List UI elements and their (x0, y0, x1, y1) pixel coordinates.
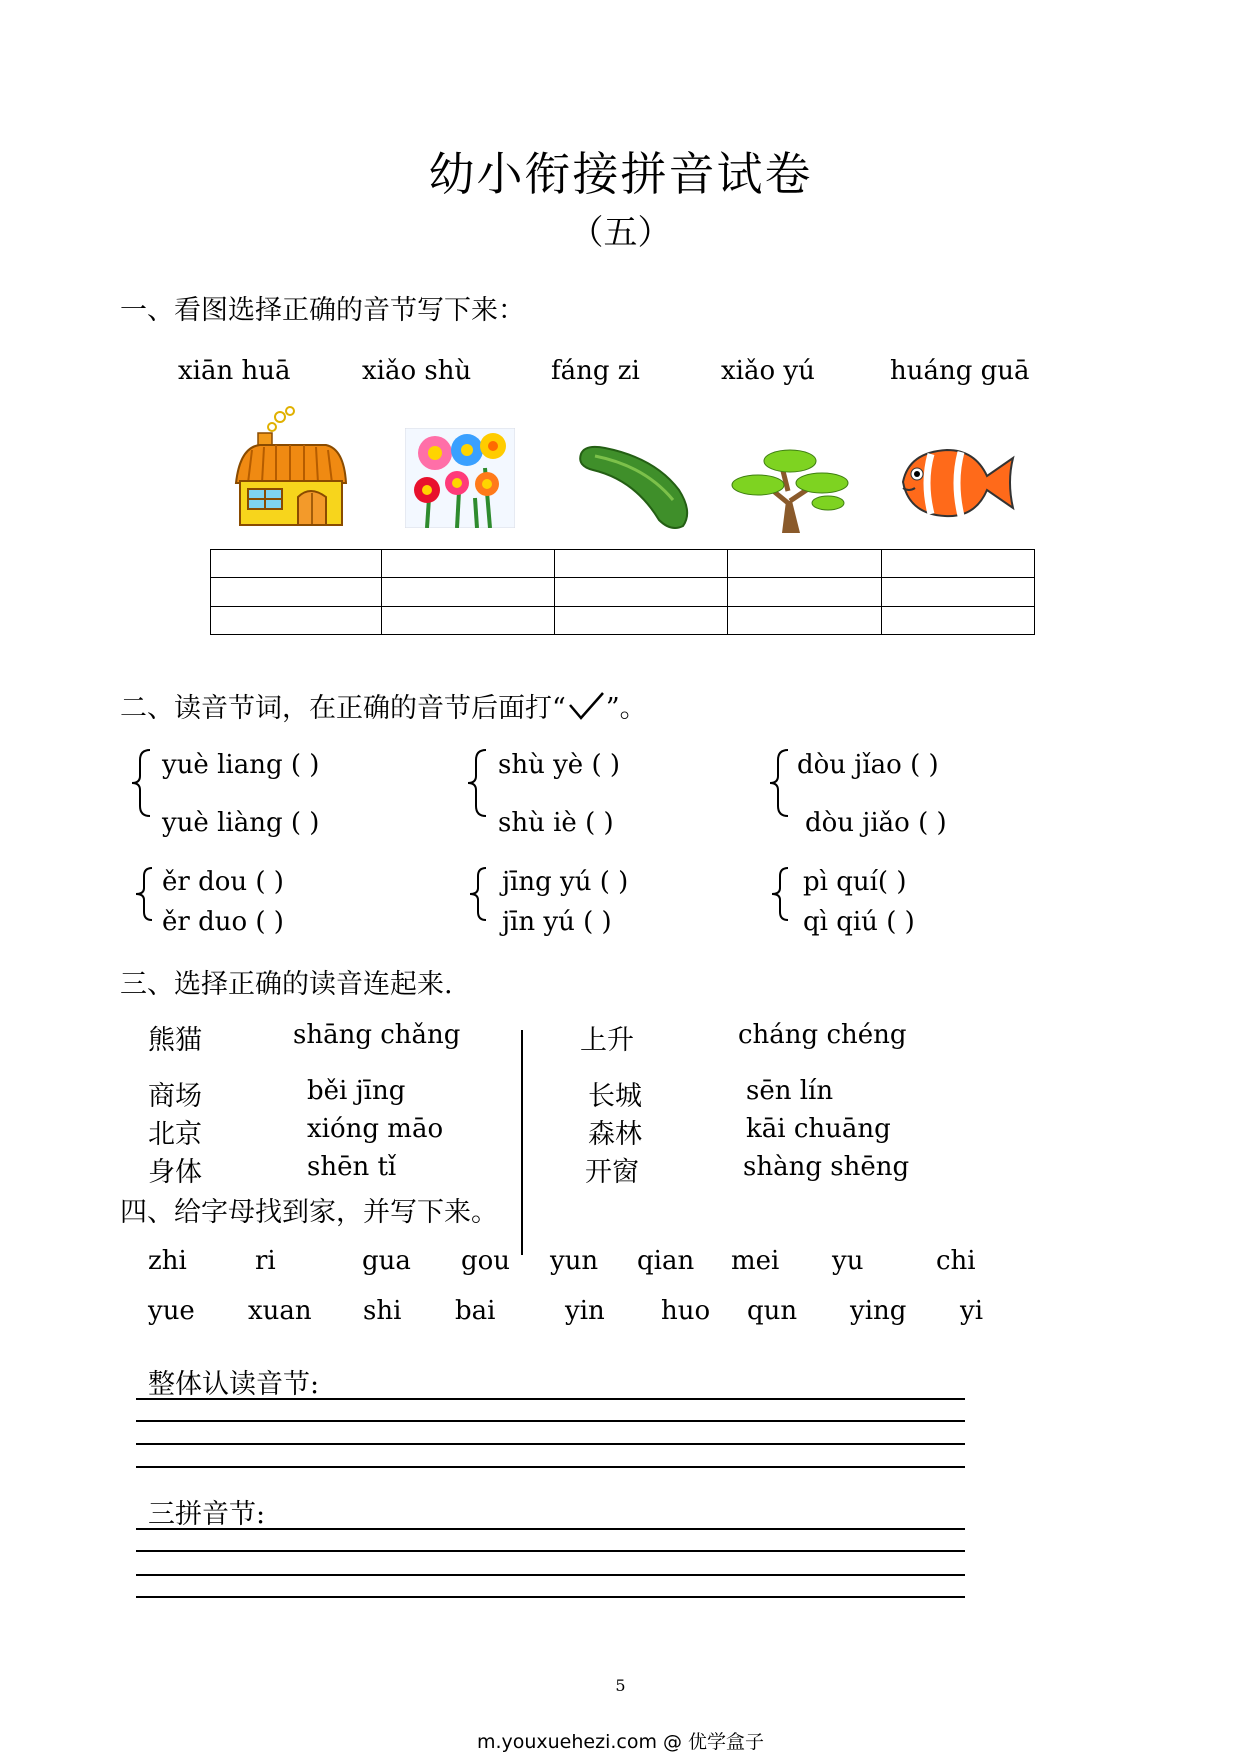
pinyin-option: xiǎo shù (362, 356, 472, 386)
page-subtitle: （五） (569, 213, 672, 253)
syllable-option: qì qiú ( ) (803, 907, 915, 937)
syllable-option: pì quí( ) (803, 867, 907, 897)
section2-heading: 二、读音节词，在正确的音节后面打“ ”。 (120, 693, 647, 724)
syllable-option: yuè liang ( ) (162, 750, 320, 780)
answer-cell[interactable] (728, 606, 882, 634)
answer-cell[interactable] (728, 578, 882, 606)
pinyin-choice: xióng māo (307, 1114, 444, 1144)
brace-icon (768, 748, 792, 818)
pinyin-choice: cháng chéng (738, 1020, 907, 1050)
syllable-item: xuan (248, 1296, 312, 1326)
syllable-option: ěr duo ( ) (162, 907, 284, 937)
pinyin-choice: shāng chǎng (293, 1020, 461, 1050)
writing-line[interactable] (136, 1550, 965, 1552)
chinese-word: 森林 (588, 1119, 642, 1150)
syllable-item: yu (832, 1246, 864, 1276)
syllable-item: gua (362, 1246, 411, 1276)
syllable-item: qun (747, 1296, 798, 1326)
writing-line[interactable] (136, 1443, 965, 1445)
chinese-word: 上升 (580, 1025, 634, 1056)
writing-line[interactable] (136, 1528, 965, 1530)
syllable-option: shù yè ( ) (498, 750, 620, 780)
section3-heading: 三、选择正确的读音连起来. (120, 969, 453, 1000)
brace-icon (130, 748, 154, 818)
answer-cell[interactable] (728, 550, 882, 578)
answer-cell[interactable] (382, 550, 555, 578)
flowers-picture (405, 428, 515, 528)
answer-cell[interactable] (555, 578, 728, 606)
syllable-item: chi (936, 1246, 976, 1276)
syllable-item: zhi (148, 1246, 187, 1276)
answer-cell[interactable] (555, 606, 728, 634)
writing-line[interactable] (136, 1466, 965, 1468)
brace-icon (468, 866, 490, 922)
writing-line[interactable] (136, 1420, 965, 1422)
house-picture (230, 405, 350, 530)
syllable-option: dòu jǐao ( ) (797, 750, 939, 780)
answer-cell[interactable] (882, 606, 1035, 634)
answer-cell[interactable] (211, 550, 382, 578)
syllable-item: huo (661, 1296, 711, 1326)
section1-heading: 一、看图选择正确的音节写下来： (120, 295, 525, 326)
pinyin-choice: sēn lín (746, 1076, 834, 1106)
chinese-word: 熊猫 (148, 1025, 202, 1056)
chinese-word: 身体 (148, 1157, 202, 1188)
writing-line[interactable] (136, 1596, 965, 1598)
checkmark-icon (566, 691, 606, 721)
fish-picture (895, 430, 1020, 535)
answer-cell[interactable] (382, 578, 555, 606)
syllable-item: bai (455, 1296, 496, 1326)
syllable-option: yuè liàng ( ) (162, 808, 320, 838)
syllable-item: mei (731, 1246, 780, 1276)
syllable-item: yun (550, 1246, 599, 1276)
syllable-item: yi (960, 1296, 984, 1326)
footer-watermark: m.youxuehezi.com @ 优学盒子 (476, 1731, 765, 1753)
writing-line[interactable] (136, 1398, 965, 1400)
pinyin-option: huáng guā (890, 356, 1030, 386)
pinyin-option: xiǎo yú (721, 356, 815, 386)
section4-heading: 四、给字母找到家，并写下来。 (120, 1197, 498, 1228)
brace-icon (134, 866, 156, 922)
pinyin-choice: shàng shēng (743, 1152, 910, 1182)
syllable-item: yin (565, 1296, 605, 1326)
page-number: 5 (615, 1676, 626, 1695)
syllable-item: gou (461, 1246, 511, 1276)
syllable-option: shù iè ( ) (498, 808, 614, 838)
answer-cell[interactable] (382, 606, 555, 634)
chinese-word: 长城 (588, 1081, 642, 1112)
three-part-syllables-label: 三拼音节: (148, 1499, 266, 1530)
chinese-word: 北京 (148, 1119, 202, 1150)
pinyin-option: xiān huā (178, 356, 291, 386)
syllable-item: shi (363, 1296, 402, 1326)
chinese-word: 开窗 (585, 1157, 639, 1188)
pinyin-choice: kāi chuāng (746, 1114, 891, 1144)
syllable-option: jīng yú ( ) (502, 867, 629, 897)
tree-picture (730, 445, 850, 533)
pinyin-option: fáng zi (551, 356, 640, 386)
syllable-item: ri (255, 1246, 276, 1276)
page-title: 幼小衔接拼音试卷 (428, 147, 813, 201)
cucumber-picture (575, 440, 695, 532)
syllable-item: ying (850, 1296, 907, 1326)
column-divider (521, 1030, 523, 1255)
brace-icon (466, 748, 490, 818)
answer-cell[interactable] (555, 550, 728, 578)
answer-cell[interactable] (882, 550, 1035, 578)
syllable-option: dòu jiǎo ( ) (805, 808, 947, 838)
whole-syllables-label: 整体认读音节: (148, 1369, 320, 1400)
answer-grid (210, 549, 1035, 635)
syllable-item: yue (148, 1296, 195, 1326)
syllable-item: qian (637, 1246, 695, 1276)
pinyin-choice: shēn tǐ (307, 1152, 397, 1182)
answer-cell[interactable] (211, 578, 382, 606)
answer-cell[interactable] (882, 578, 1035, 606)
chinese-word: 商场 (148, 1081, 202, 1112)
answer-cell[interactable] (211, 606, 382, 634)
syllable-option: jīn yú ( ) (502, 907, 612, 937)
brace-icon (770, 866, 792, 922)
pinyin-choice: běi jīng (307, 1076, 406, 1106)
writing-line[interactable] (136, 1574, 965, 1576)
syllable-option: ěr dou ( ) (162, 867, 284, 897)
